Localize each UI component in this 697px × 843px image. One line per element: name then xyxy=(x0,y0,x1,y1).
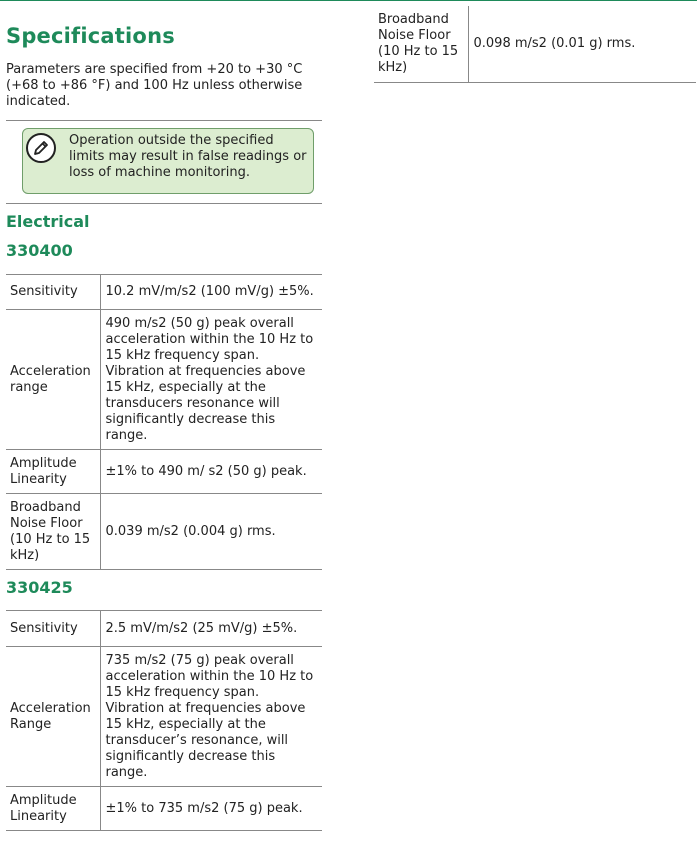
spec-value: 10.2 mV/m/s2 (100 mV/g) ±5%. xyxy=(105,284,314,299)
page-title: Specifications xyxy=(6,24,175,48)
note-box xyxy=(22,128,314,194)
spec-label: Amplitude Linearity xyxy=(6,450,100,494)
table-row xyxy=(6,787,322,831)
note-text: Operation outside the specified limits may result in false readings or loss of machine monitoring. xyxy=(69,133,307,180)
table-row xyxy=(6,450,322,494)
pencil-icon xyxy=(26,133,56,163)
spec-value: 735 m/s2 (75 g) peak overall acceleration within the 10 Hz to 15 kHz frequency span. Vibration at frequencies above 15 kHz, especially at the transducer’s resonance, will significantly decrease this range. xyxy=(105,652,314,780)
spec-value: 490 m/s2 (50 g) peak overall acceleration within the 10 Hz to 15 kHz frequency span. Vibration at frequencies above 15 kHz, especially at the transducers resonance will significantly decrease this range. xyxy=(105,315,314,443)
spec-value: 2.5 mV/m/s2 (25 mV/g) ±5%. xyxy=(105,620,298,636)
table-row xyxy=(6,647,322,787)
model-title-330425: 330425 xyxy=(6,578,73,597)
table-row xyxy=(6,310,322,450)
spec-label: Sensitivity xyxy=(6,611,100,647)
table-row xyxy=(374,6,696,82)
model-title-330400: 330400 xyxy=(6,241,73,260)
section-title-electrical: Electrical xyxy=(6,212,90,231)
spec-table-330400 xyxy=(6,274,322,570)
divider xyxy=(6,203,322,204)
spec-label: Broadband Noise Floor (10 Hz to 15 kHz) xyxy=(6,494,100,570)
spec-value: 0.098 m/s2 (0.01 g) rms. xyxy=(473,35,636,51)
spec-label: Amplitude Linearity xyxy=(6,787,100,831)
table-row xyxy=(6,611,322,647)
intro-paragraph: Parameters are specified from +20 to +30 °C (+68 to +86 °F) and 100 Hz unless otherwise indicated. xyxy=(6,62,303,109)
spec-label: Acceleration range xyxy=(6,310,100,450)
spec-table-330425 xyxy=(6,610,322,831)
divider xyxy=(6,120,322,121)
spec-label: Broadband Noise Floor (10 Hz to 15 kHz) xyxy=(374,6,468,82)
spec-label: Sensitivity xyxy=(6,275,100,310)
table-row xyxy=(6,275,322,310)
top-accent-line xyxy=(0,0,697,1)
spec-table-continued xyxy=(374,6,696,83)
table-row xyxy=(6,494,322,570)
spec-label: Acceleration Range xyxy=(6,647,100,787)
spec-value: ±1% to 490 m/ s2 (50 g) peak. xyxy=(105,463,307,479)
spec-value: 0.039 m/s2 (0.004 g) rms. xyxy=(105,523,276,539)
spec-value: ±1% to 735 m/s2 (75 g) peak. xyxy=(105,800,303,816)
